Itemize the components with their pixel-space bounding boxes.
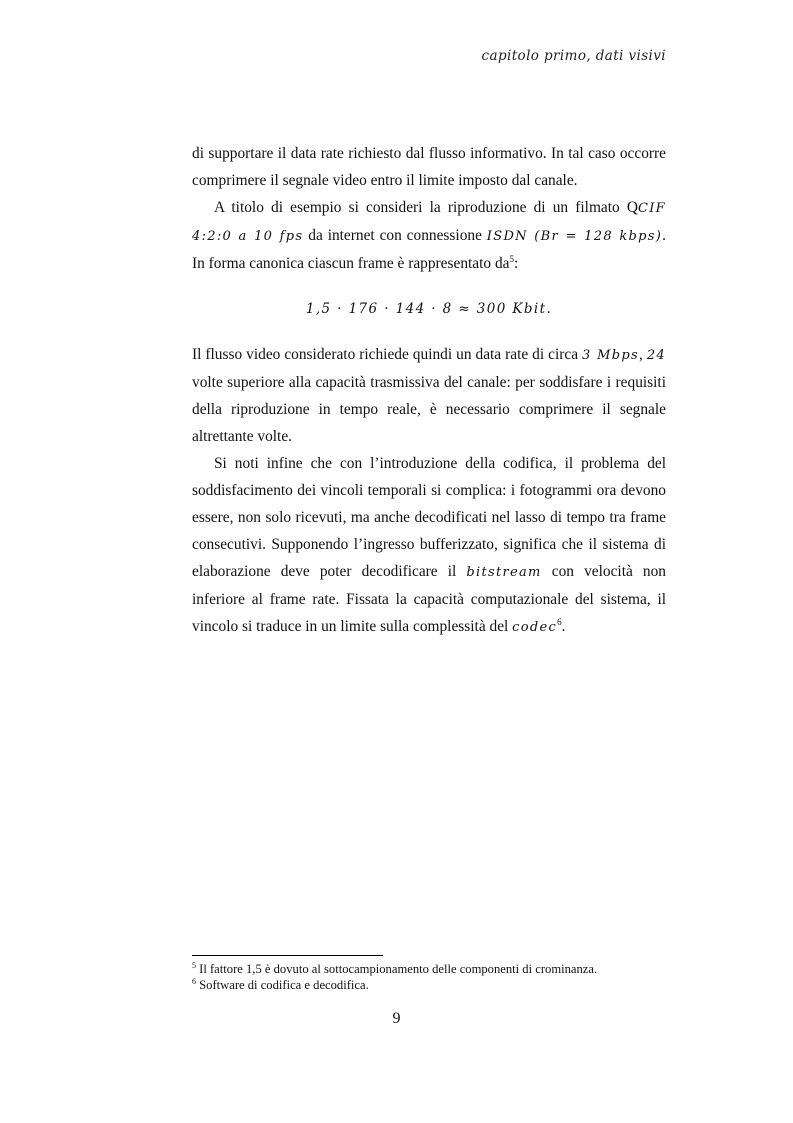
footnotes xyxy=(192,961,692,993)
body-text xyxy=(192,140,666,641)
p2-math-qcif: CIF 4:2:0 a 10 fps xyxy=(192,201,666,244)
paragraph-1: di supportare il data rate richiesto dal flusso informativo. In tal caso occorre comprimere il segnale video entro il limite imposto dal canale. xyxy=(192,145,666,189)
p4-math-codec: codec xyxy=(512,620,558,635)
footnote-text: Il fattore 1,5 è dovuto al sottocampionamento delle componenti di crominanza. xyxy=(196,962,598,976)
p4-text-2: con velocità non inferiore al frame rate. Fissata la capacità computazionale del sistema, il vincolo si traduce in un limite sulla complessità del xyxy=(192,563,666,635)
p3-text-3: volte superiore alla capacità trasmissiva del canale: per soddisfare i requisiti della riproduzione in tempo reale, è necessario comprimere il segnale altrettante volte. xyxy=(192,374,666,445)
footnote-text: Software di codifica e decodifica. xyxy=(196,978,369,992)
p2-text-2: da internet con connessione xyxy=(303,227,487,244)
p4-text-1: Si noti infine che con l’introduzione della codifica, il problema del soddisfacimento dei vincoli temporali si complica: i fotogrammi ora devono essere, non solo ricevuti, ma anche decodificati nel lasso di tempo tra frame consecutivi. Supponendo l’ingresso bufferizzato, significa che il sistema di elaborazione deve poter decodificare il xyxy=(192,455,666,580)
p3-text-2: , xyxy=(638,346,647,363)
p2-math-isdn: ISDN (Br = 128 kbps) xyxy=(486,229,663,244)
paragraph-3 xyxy=(192,341,666,450)
footnote-5 xyxy=(192,961,692,977)
p2-text-4: : xyxy=(513,255,519,272)
footnote-ref-6: 6 xyxy=(557,617,562,627)
footnote-number: 5 xyxy=(192,961,196,970)
p3-math-24: 24 xyxy=(646,348,666,363)
p3-text-1: Il flusso video considerato richiede quindi un data rate di circa xyxy=(192,346,583,363)
running-header: capitolo primo, dati visivi xyxy=(481,48,666,64)
page-number: 9 xyxy=(392,1010,401,1027)
p4-text-3: . xyxy=(561,618,566,635)
footnote-divider xyxy=(192,955,383,956)
p2-text-1: A titolo di esempio si consideri la riproduzione di un filmato Q xyxy=(214,199,638,216)
footnote-6 xyxy=(192,977,692,993)
p4-math-bitstream: bitstream xyxy=(466,565,542,580)
footnote-ref-5: 5 xyxy=(509,254,514,264)
footnote-number: 6 xyxy=(192,977,196,986)
display-formula: 1,5 · 176 · 144 · 8 ≈ 300 Kbit. xyxy=(305,301,553,317)
p2-text-3: . In forma canonica ciascun frame è rappresentato da xyxy=(192,227,666,272)
paragraph-4 xyxy=(192,450,666,641)
p3-math-mbps: 3 Mbps xyxy=(582,348,639,363)
paragraph-2 xyxy=(192,194,666,277)
